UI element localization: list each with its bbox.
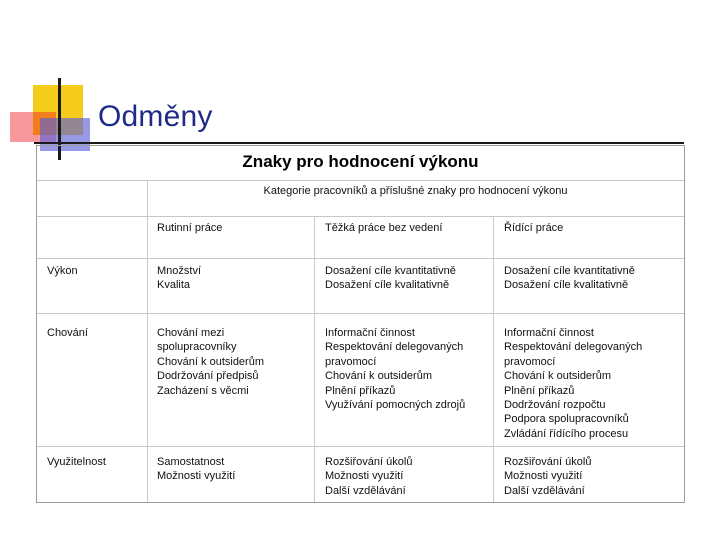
table-cell: Samostatnost Možnosti využití [157,456,236,483]
column-header-hard-work: Těžká práce bez vedení [325,222,443,234]
table-cell: Informační činnost Respektování delegovaných pravomocí Chování k outsiderům Plnění příkazů Dodržování rozpočtu Podpora spolupracovníků Zvládání řídícího procesu [504,327,643,440]
category-header: Kategorie pracovníků a příslušné znaky pro hodnocení výkonu [263,185,568,197]
column-header-management-work: Řídící práce [504,222,564,234]
table-divider [37,216,684,217]
table-cell: Rozšiřování úkolů Možnosti využití Další vzdělávání [504,456,592,497]
table-cell: Rozšiřování úkolů Možnosti využití Další vzdělávání [325,456,413,497]
table-cell: Množství Kvalita [157,265,202,292]
page-title: Odměny [98,100,213,133]
row-label-usability: Využitelnost [47,456,106,468]
table-divider [493,216,494,502]
table-divider [37,446,684,447]
table-cell: Dosažení cíle kvantitativně Dosažení cíle kvalitativně [325,265,456,292]
table-divider [37,180,684,181]
table-divider [147,180,148,502]
table-divider [37,313,684,314]
table-divider [37,258,684,259]
row-label-performance: Výkon [47,265,78,277]
table-cell: Chování mezi spolupracovníky Chování k outsiderům Dodržování předpisů Zacházení s věcmi [157,327,264,397]
row-label-behavior: Chování [47,327,88,339]
table-title: Znaky pro hodnocení výkonu [242,152,479,171]
title-underline [34,142,684,144]
column-header-routine-work: Rutinní práce [157,222,223,234]
table-cell: Dosažení cíle kvantitativně Dosažení cíle kvalitativně [504,265,635,292]
table-divider [314,216,315,502]
evaluation-table [36,145,685,503]
table-cell: Informační činnost Respektování delegovaných pravomocí Chování k outsiderům Plnění příkazů Využívání pomocných zdrojů [325,327,466,412]
